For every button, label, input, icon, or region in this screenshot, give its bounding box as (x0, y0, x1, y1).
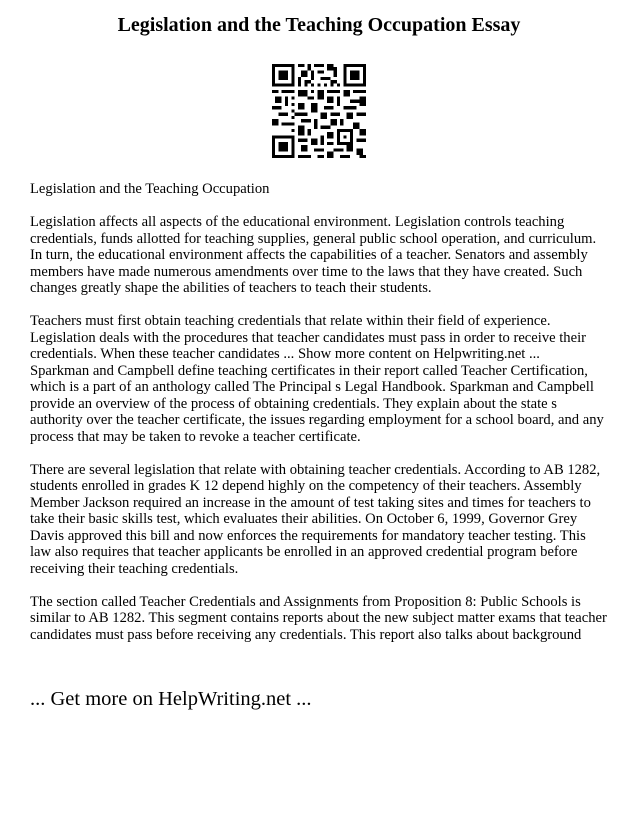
paragraph: The section called Teacher Credentials and Assignments from Proposition 8: Public Schools is similar to AB 1282. This segment contains reports about the new subject matter exams that teacher candidates must pass before receiving any credentials. This report also talks about background (30, 593, 607, 643)
section-heading: Legislation and the Teaching Occupation (30, 181, 270, 197)
document-body (30, 181, 610, 660)
paragraph: Sparkman and Campbell define teaching certificates in their report called Teacher Certification, which is a part of an anthology called The Principal s Legal Handbook. Sparkman and Campbell provide an overview of the process of obtaining credentials. They explain about the state s authority over the teacher certificate, the issues regarding employment for a school board, and any process that may be taken to revoke a teacher certificate. (30, 362, 604, 445)
qr-code-icon (272, 64, 366, 158)
get-more-link[interactable]: ... Get more on HelpWriting.net ... (30, 688, 312, 710)
paragraph: There are several legislation that relate with obtaining teacher credentials. According to AB 1282, students enrolled in grades K 12 depend highly on the competency of their teachers. Assembly Member Jackson required an increase in the amount of test taking sites and times for teachers to take their basic skills test, which evaluates their abilities. On October 6, 1999, Governor Grey Davis approved this bill and now enforces the requirements for mandatory teacher testing. This law also requires that teacher applicants be enrolled in an approved credential program before receiving their teaching credentials. (30, 461, 601, 577)
paragraph: Teachers must first obtain teaching credentials that relate within their field of experience. Legislation deals with the procedures that teacher candidates must pass in order to receive their credentials. When these teacher candidates ... Show more content on Helpwriting.net ... (30, 313, 586, 362)
paragraph: Legislation affects all aspects of the educational environment. Legislation controls teaching credentials, funds allotted for teaching supplies, general public school operation, and curriculum. In turn, the educational environment affects the capabilities of a teacher. Senators and assembly members have made numerous amendments over time to the laws that they have created. Such changes greatly shape the abilities of teachers to teach their students. (30, 214, 597, 296)
document-title: Legislation and the Teaching Occupation Essay (117, 14, 521, 36)
